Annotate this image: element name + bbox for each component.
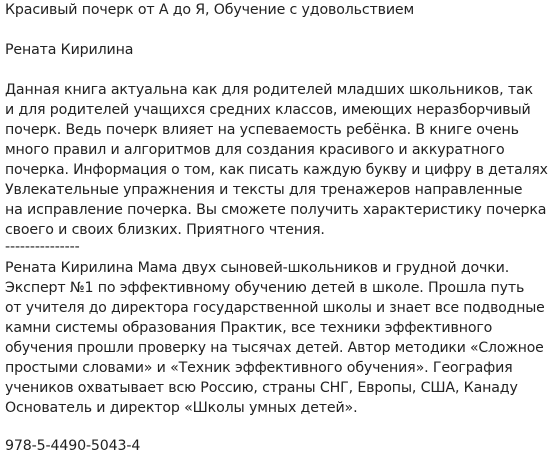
description-line: много правил и алгоритмов для создания красивого и аккуратного [5,142,505,158]
bio-line: Рената Кирилина Мама двух сыновей-школьников и грудной дочки. [5,260,510,276]
bio-line: обучения прошли проверку на тысячах детей. Автор методики «Сложное [5,340,544,356]
bio-line: учеников охватывает всю Россию, страны СНГ, Европы, США, Канаду [5,380,518,396]
description-line: своего и своих близких. Приятного чтения. [5,222,325,238]
isbn: 978-5-4490-5043-4 [5,438,141,454]
bio-line: Эксперт №1 по эффективному обучению детей в школе. Прошла путь [5,280,525,296]
description-line: Увлекательные упражнения и тексты для тренажеров направленные [5,182,523,198]
separator-line: --------------- [5,239,80,255]
bio-line: от учителя до директора государственной школы и знает все подводные [5,300,545,316]
description-line: на исправление почерка. Вы сможете получить характеристику почерка [5,202,547,218]
description-line: и для родителей учащихся средних классов, имеющих неразборчивый [5,102,531,118]
book-author: Рената Кирилина [5,42,134,58]
bio-line: Основатель и директор «Школы умных детей». [5,400,358,416]
description-line: почерка. Информация о том, как писать каждую букву и цифру в деталях [5,162,548,178]
bio-line: простыми словами» и «Техник эффективного обучения». География [5,360,513,376]
book-title: Красивый почерк от А до Я, Обучение с удовольствием [5,2,415,18]
description-line: Данная книга актуальна как для родителей младших школьников, так [5,82,533,98]
bio-line: камни системы образования Практик, все техники эффективного [5,320,493,336]
description-line: почерк. Ведь почерк влияет на успеваемость ребёнка. В книге очень [5,122,519,138]
